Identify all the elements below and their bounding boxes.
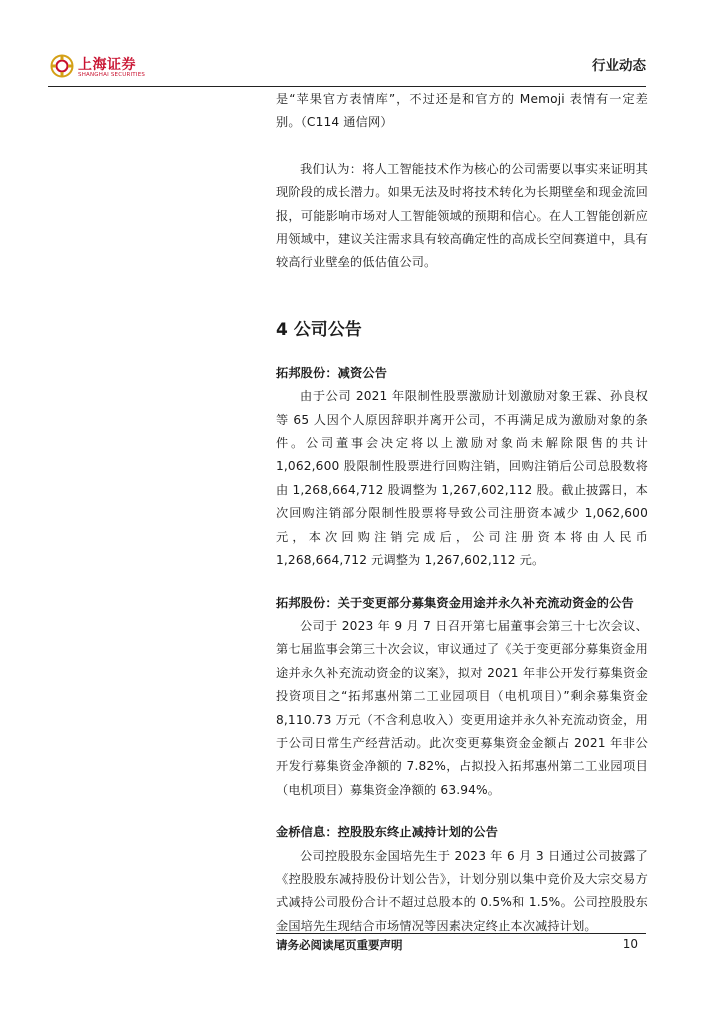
announcement-title: 金桥信息：控股股东终止减持计划的公告 xyxy=(276,825,499,840)
announcement-body: 由于公司 2021 年限制性股票激励计划激励对象王霖、孙良权等 65 人因个人原因辞职并离开公司，不再满足成为激励对象的条件。公司董事会决定将以上激励对象尚未解除限售的共计 1,062,600 股限制性股票进行回购注销，回购注销后公司总股数将由 1,268,664,712 股调整为 1,267,602,112 股。截止披露日，本次回购注销部分限制性股票将导致公司注册资本减少 1,062,600 元，本次回购注销完成后，公司注册资本将由人民币 1,268,664,712 元调整为 1,267,602,112 元。 xyxy=(276,389,648,568)
announcement-body: 公司控股股东金国培先生于 2023 年 6 月 3 日通过公司披露了《控股股东减持股份计划公告》，计划分别以集中竞价及大宗交易方式减持公司股份合计不超过总股本的 0.5%和 1.5%。公司控股股东金国培先生现结合市场情况等因素决定终止本次减持计划。 xyxy=(276,848,648,933)
page-header xyxy=(48,46,646,87)
logo-text-en: SHANGHAI SECURITIES xyxy=(78,72,146,78)
paragraph-continuation: 是“苹果官方表情库”，不过还是和官方的 Memoji 表情有一定差别。（C114 通信网） xyxy=(276,92,648,130)
announcement-body: 公司于 2023 年 9 月 7 日召开第七届董事会第三十七次会议、第七届监事会第三十次会议，审议通过了《关于变更部分募集资金用途并永久补充流动资金的议案》，拟对 2021 年非公开发行募集资金投资项目之“拓邦惠州第二工业园项目（电机项目）”剩余募集资金 8,110.73 万元（不含利息收入）变更用途并永久补充流动资金，用于公司日常生产经营活动。此次变更募集资金金额占 2021 年非公开发行募集资金净额的 7.82%，占拟投入拓邦惠州第二工业园项目（电机项目）募集资金净额的 63.94%。 xyxy=(276,618,648,797)
section-title: 4 公司公告 xyxy=(276,319,362,340)
main-content xyxy=(276,88,648,938)
announcement-title: 拓邦股份：关于变更部分募集资金用途并永久补充流动资金的公告 xyxy=(276,595,634,610)
logo-emblem-icon xyxy=(50,54,74,78)
announcement-item xyxy=(276,592,648,803)
paragraph-opinion: 我们认为：将人工智能技术作为核心的公司需要以事实来证明其现阶段的成长潜力。如果无法及时将技术转化为长期壁垒和现金流回报，可能影响市场对人工智能领域的预期和信心。在人工智能创新应用领域中，建议关注需求具有较高确定性的高成长空间赛道中，具有较高行业壁垒的低估值公司。 xyxy=(276,161,648,270)
page-footer xyxy=(276,933,646,954)
announcement-item xyxy=(276,821,648,938)
announcement-item xyxy=(276,362,648,573)
announcement-title: 拓邦股份：减资公告 xyxy=(276,365,388,380)
disclaimer-note: 请务必阅读尾页重要声明 xyxy=(276,938,403,952)
document-type: 行业动态 xyxy=(592,58,646,74)
logo-text-cn: 上海证券 xyxy=(78,57,136,73)
page-number: 10 xyxy=(622,937,638,951)
